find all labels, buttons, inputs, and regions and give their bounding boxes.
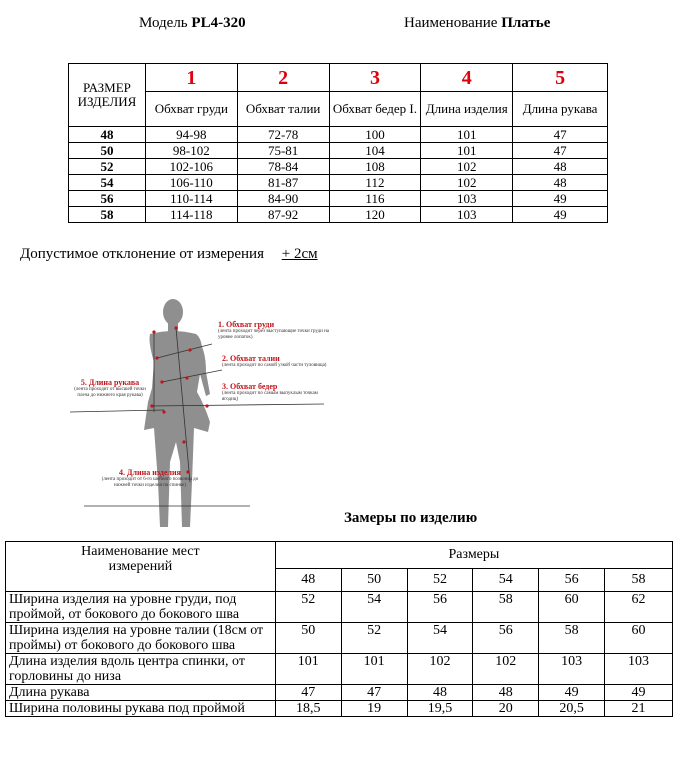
- label-length: 4. Длина изделия (лента проходит от 6-го шейного позвонка до нижней точки изделия по спинке): [101, 468, 199, 488]
- table-row: 52 102-106 78-84 108 102 48: [69, 159, 608, 175]
- col-number-5: 5: [513, 64, 608, 92]
- size-header: РАЗМЕР ИЗДЕЛИЯ: [69, 64, 146, 127]
- size-col-58: 58: [605, 568, 673, 591]
- table-row: Ширина изделия на уровне талии (18см от проймы) от бокового до бокового шва 50 52 54 56 58 60: [6, 623, 673, 654]
- tolerance-note: Допустимое отклонение от измерения + 2см: [20, 246, 318, 262]
- label-waist: 2. Обхват талии (лента проходит по самой узкой части туловища): [222, 354, 327, 368]
- sizes-header: Размеры: [275, 542, 672, 569]
- label-chest: 1. Обхват груди (лента проходит через выступающие точки груди на уровне лопаток): [218, 320, 329, 340]
- col-header-chest: Обхват груди: [145, 92, 237, 127]
- size-col-48: 48: [275, 568, 341, 591]
- label-sleeve: 5. Длина рукава (лента проходит от высшей точки плеча до нижнего края рукава): [74, 378, 146, 398]
- col-number-4: 4: [421, 64, 513, 92]
- measurement-figure: [64, 292, 336, 535]
- measurements-title: Замеры по изделию: [344, 510, 478, 526]
- size-col-50: 50: [341, 568, 407, 591]
- size-col-52: 52: [407, 568, 473, 591]
- name-header: Наименование мест измерений: [6, 542, 276, 592]
- table-row: 58 114-118 87-92 120 103 49: [69, 207, 608, 223]
- table-row: 50 98-102 75-81 104 101 47: [69, 143, 608, 159]
- label-hips: 3. Обхват бедер (лента проходит по самым выпуклым точкам ягодиц): [222, 382, 318, 402]
- model-code: PL4-320: [191, 15, 246, 31]
- name-line: Наименование Платье: [404, 15, 551, 31]
- col-header-hips: Обхват бедер I.: [329, 92, 421, 127]
- size-table: [68, 63, 608, 223]
- table-row: 54 106-110 81-87 112 102 48: [69, 175, 608, 191]
- table-row: Ширина изделия на уровне груди, под проймой, от бокового до бокового шва 52 54 56 58 60 62: [6, 592, 673, 623]
- col-number-2: 2: [237, 64, 329, 92]
- table-row: Длина рукава 47 47 48 48 49 49: [6, 685, 673, 701]
- model-line: Модель PL4-320: [139, 15, 246, 31]
- table-row: 56 110-114 84-90 116 103 49: [69, 191, 608, 207]
- tolerance-value: + 2см: [281, 246, 318, 262]
- table-row: Длина изделия вдоль центра спинки, от горловины до низа 101 101 102 102 103 103: [6, 654, 673, 685]
- col-header-waist: Обхват талии: [237, 92, 329, 127]
- size-col-54: 54: [473, 568, 539, 591]
- table-row: 48 94-98 72-78 100 101 47: [69, 127, 608, 143]
- measurements-table: [5, 541, 673, 717]
- col-number-1: 1: [145, 64, 237, 92]
- col-number-3: 3: [329, 64, 421, 92]
- col-header-sleeve: Длина рукава: [513, 92, 608, 127]
- table-row: Ширина половины рукава под проймой 18,5 19 19,5 20 20,5 21: [6, 701, 673, 717]
- col-header-length: Длина изделия: [421, 92, 513, 127]
- size-col-56: 56: [539, 568, 605, 591]
- product-name: Платье: [501, 15, 551, 31]
